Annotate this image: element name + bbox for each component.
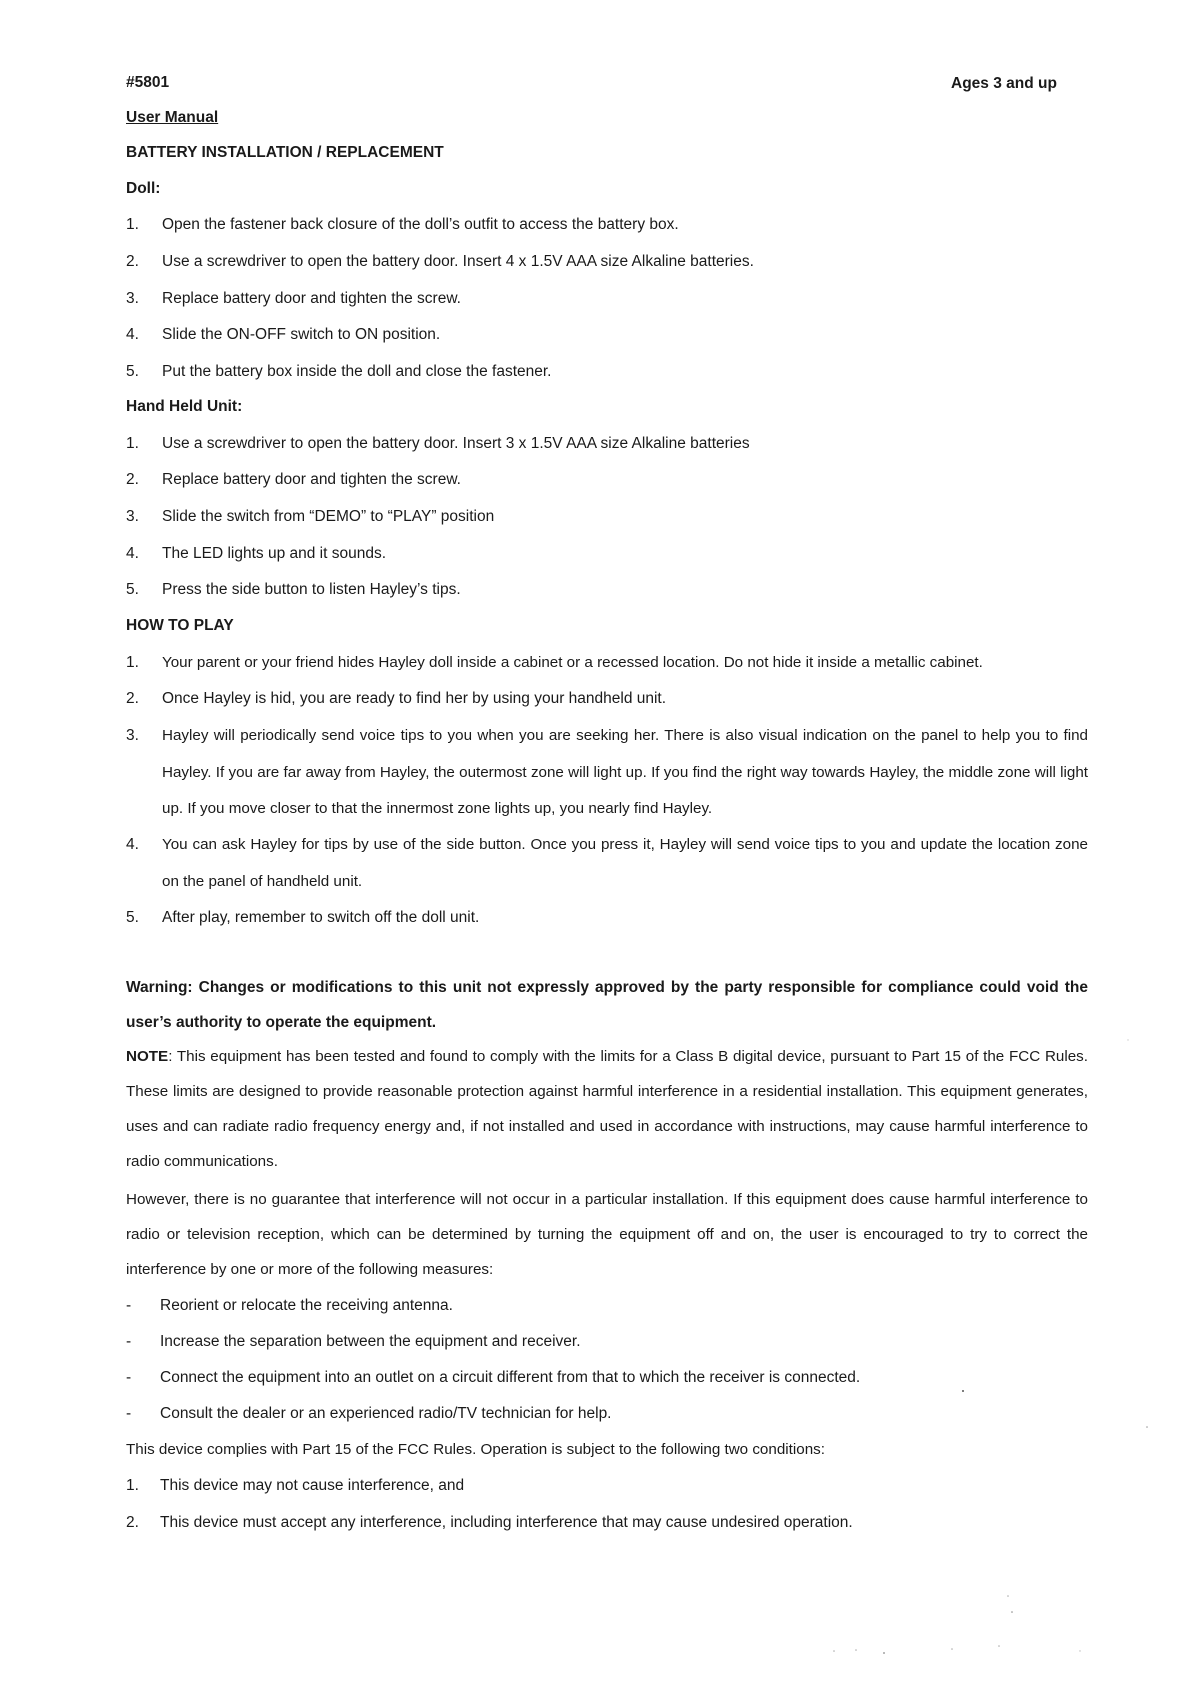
item-text: This device may not cause interference, and [160, 1477, 465, 1494]
item-text: Slide the switch from “DEMO” to “PLAY” position [162, 508, 495, 525]
item-text: Put the battery box inside the doll and close the fastener. [162, 363, 552, 380]
bullet-dash: - [126, 1369, 132, 1386]
battery-heading: BATTERY INSTALLATION / REPLACEMENT [126, 144, 444, 161]
item-text: Reorient or relocate the receiving antenna. [160, 1297, 453, 1314]
item-text: Consult the dealer or an experienced radio/TV technician for help. [160, 1405, 612, 1422]
model-number: #5801 [126, 74, 170, 91]
item-number: 4. [126, 836, 139, 853]
doll-heading: Doll: [126, 180, 161, 197]
bullet-dash: - [126, 1405, 132, 1422]
item-number: 3. [126, 290, 139, 307]
item-text: Use a screwdriver to open the battery door. Insert 4 x 1.5V AAA size Alkaline batteries. [162, 253, 754, 270]
document-title: User Manual [126, 109, 219, 126]
warning-text: Warning: Changes or modifications to this unit not expressly approved by the party responsible for compliance could void the user’s authority to operate the equipment. [126, 979, 1088, 1031]
fcc-note [126, 1039, 1088, 1179]
item-number: 3. [126, 727, 139, 744]
item-text: This device must accept any interference, including interference that may cause undesired operation. [160, 1514, 853, 1531]
item-number: 3. [126, 508, 139, 525]
age-rating: Ages 3 and up [951, 75, 1057, 92]
item-text: Once Hayley is hid, you are ready to find her by using your handheld unit. [162, 690, 667, 707]
item-number: 1. [126, 216, 139, 233]
item-text: Slide the ON-OFF switch to ON position. [162, 326, 441, 343]
item-text: The LED lights up and it sounds. [162, 545, 387, 562]
item-number: 2. [126, 471, 139, 488]
bullet-dash: - [126, 1333, 132, 1350]
bullet-dash: - [126, 1297, 132, 1314]
item-number: 1. [126, 654, 139, 671]
item-number: 2. [126, 1514, 139, 1531]
item-text: Your parent or your friend hides Hayley doll inside a cabinet or a recessed location. Do not hide it inside a metallic cabinet. [162, 654, 983, 671]
item-number: 1. [126, 435, 139, 452]
item-number: 5. [126, 909, 139, 926]
item-text: Increase the separation between the equipment and receiver. [160, 1333, 581, 1350]
item-number: 2. [126, 690, 139, 707]
item-text: Open the fastener back closure of the doll’s outfit to access the battery box. [162, 216, 679, 233]
item-number: 5. [126, 581, 139, 598]
item-text: After play, remember to switch off the doll unit. [162, 909, 480, 926]
item-text: Hayley will periodically send voice tips to you when you are seeking her. There is also visual indication on the panel to help you to find Hayley. If you are far away from Hayley, the outermost zone will light up. If you find the right way towards Hayley, the middle zone will light up. If you move closer to that the innermost zone lights up, you nearly find Hayley. [162, 727, 1088, 817]
however-paragraph: However, there is no guarantee that interference will not occur in a particular installation. If this equipment does cause harmful interference to radio or television reception, which can be determined by turning the equipment off and on, the user is encouraged to try to correct the interference by one or more of the following measures: [126, 1191, 1088, 1278]
note-body: : This equipment has been tested and found to comply with the limits for a Class B digital device, pursuant to Part 15 of the FCC Rules. These limits are designed to provide reasonable protection against harmful interference in a residential installation. This equipment generates, uses and can radiate radio frequency energy and, if not installed and used in accordance with instructions, may cause harmful interference to radio communications. [126, 1048, 1088, 1170]
item-number: 1. [126, 1477, 139, 1494]
handheld-heading: Hand Held Unit: [126, 398, 243, 415]
howto-heading: HOW TO PLAY [126, 617, 234, 634]
item-text: Replace battery door and tighten the screw. [162, 471, 461, 488]
item-text: Connect the equipment into an outlet on a circuit different from that to which the receiver is connected. [160, 1369, 861, 1386]
note-label: NOTE [126, 1048, 169, 1065]
item-number: 4. [126, 545, 139, 562]
item-number: 2. [126, 253, 139, 270]
item-text: Use a screwdriver to open the battery door. Insert 3 x 1.5V AAA size Alkaline batteries [162, 435, 750, 452]
item-text: Press the side button to listen Hayley’s tips. [162, 581, 461, 598]
item-number: 5. [126, 363, 139, 380]
item-text: Replace battery door and tighten the screw. [162, 290, 461, 307]
item-number: 4. [126, 326, 139, 343]
item-text: You can ask Hayley for tips by use of the side button. Once you press it, Hayley will send voice tips to you and update the location zone on the panel of handheld unit. [162, 836, 1088, 890]
compliance-intro: This device complies with Part 15 of the FCC Rules. Operation is subject to the following two conditions: [126, 1441, 825, 1458]
